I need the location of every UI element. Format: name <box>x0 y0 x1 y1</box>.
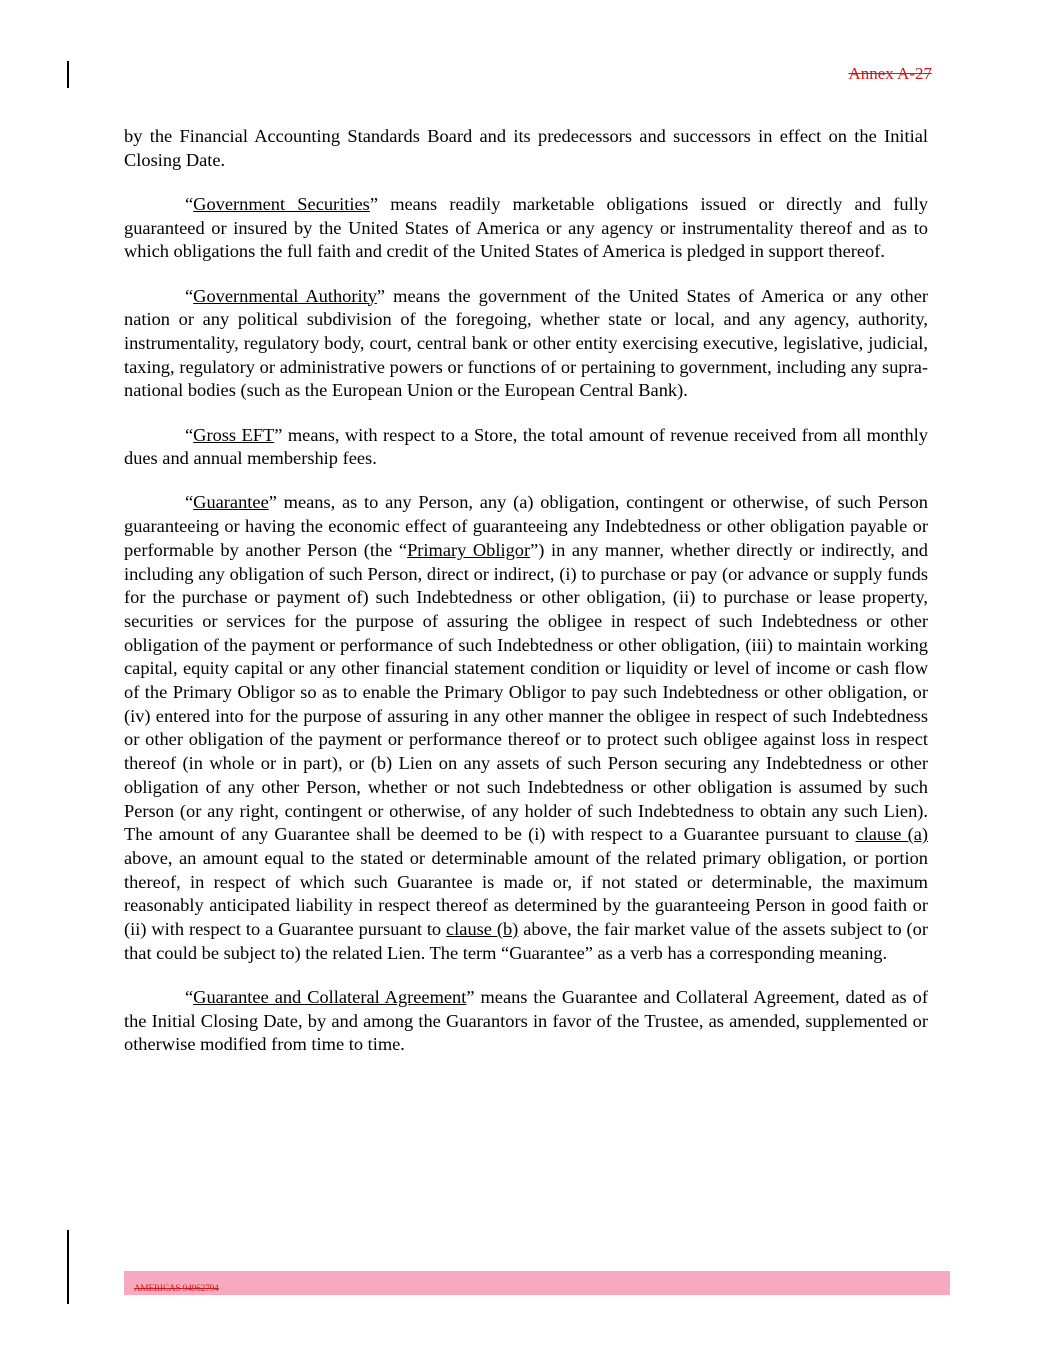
definition-gross-eft <box>124 424 928 471</box>
definition-guarantee <box>124 491 928 965</box>
definition-text: ” means, as to any Person, any (a) obligation, contingent or otherwise, of such Person guaranteeing or having the economic effect of guaranteeing any Indebtedness or other obligation payable or performable by another Person (the “ <box>124 492 928 560</box>
defined-term: Gross EFT <box>193 424 275 445</box>
defined-term: Guarantee <box>193 492 269 513</box>
open-quote: “ <box>185 492 194 513</box>
definition-text: ” means readily marketable obligations issued or directly and fully guaranteed or insured by the United States of America or any agency or instrumentality thereof and as to which obligations the full faith and credit of the United States of America is pledged in support thereof. <box>124 193 929 262</box>
defined-term: Guarantee and Collateral Agreement <box>193 987 467 1007</box>
change-bar-top <box>67 61 69 88</box>
definition-text: ” means the government of the United States of America or any other nation or any political subdivision of the foregoing, whether state or local, and any agency, authority, instrumentality, regulatory body, court, central bank or other entity exercising executive, legislative, judicial, taxing, regulatory or administrative powers or functions of or pertaining to government, including any supra-national bodies (such as the European Union or the European Central Bank). <box>124 285 928 401</box>
definition-governmental-authority <box>124 285 928 404</box>
definition-text: ” means the Guarantee and Collateral Agreement, dated as of the Initial Closing Date, by and among the Guarantors in favor of the Trustee, as amended, supplemented or otherwise modified from time to time. <box>124 987 928 1055</box>
document-body <box>124 125 928 1078</box>
change-bar-bottom <box>67 1230 69 1304</box>
definition-text: ” means, with respect to a Store, the total amount of revenue received from all monthly dues and annual membership fees. <box>124 424 928 469</box>
annex-page-reference: Annex A-27 <box>848 64 932 83</box>
clause-reference-b: clause (b) <box>446 919 519 940</box>
definition-text: above, the fair market value of the assets subject to (or that could be subject to) the related Lien. The term “Guarantee” as a verb has a corresponding meaning. <box>124 919 928 963</box>
document-id: AMERICAS 94962794 <box>134 1283 219 1293</box>
paragraph-continuation: by the Financial Accounting Standards Board and its predecessors and successors in effect on the Initial Closing Date. <box>124 126 928 170</box>
defined-term: Government Securities <box>193 193 370 214</box>
open-quote: “ <box>185 193 194 214</box>
definition-text: above, an amount equal to the stated or determinable amount of the related primary obligation, or portion thereof, in respect of which such Guarantee is made or, if not stated or determinable, the maximum reasonably anticipated liability in respect thereof as determined by the guaranteeing Person in good faith or (ii) with respect to a Guarantee pursuant to <box>124 847 928 940</box>
open-quote: “ <box>185 424 194 445</box>
definition-guarantee-and-collateral-agreement <box>124 986 928 1057</box>
defined-term-primary-obligor: Primary Obligor <box>407 539 531 560</box>
defined-term: Governmental Authority <box>193 285 377 306</box>
open-quote: “ <box>185 987 194 1007</box>
definition-text: ”) in any manner, whether directly or indirectly, and including any obligation of such Person, direct or indirect, (i) to purchase or pay (or advance or supply funds for the purchase or payment of) such Indebtedness or other obligation, (ii) to purchase or lease property, securities or services for the purpose of assuring the obligee in respect of such Indebtedness or other obligation of the payment or performance of such Indebtedness or other obligation, (iii) to maintain working capital, equity capital or any other financial statement condition or liquidity or level of income or cash flow of the Primary Obligor so as to enable the Primary Obligor to pay such Indebtedness or other obligation, or (iv) entered into for the purpose of assuring in any other manner the obligee in respect of such Indebtedness or other obligation of the payment or performance thereof or to protect such obligee against loss in respect thereof (in whole or in part), or (b) Lien on any assets of such Person securing any Indebtedness or other obligation of any other Person, whether or not such Indebtedness or other obligation is assumed by such Person (or any right, contingent or otherwise, of any holder of such Indebtedness to obtain any such Lien). The amount of any Guarantee shall be deemed to be (i) with respect to a Guarantee pursuant to <box>124 539 928 845</box>
open-quote: “ <box>185 285 194 306</box>
definition-government-securities <box>124 193 928 264</box>
footer-highlight <box>124 1271 950 1295</box>
clause-reference-a: clause (a) <box>855 824 928 845</box>
